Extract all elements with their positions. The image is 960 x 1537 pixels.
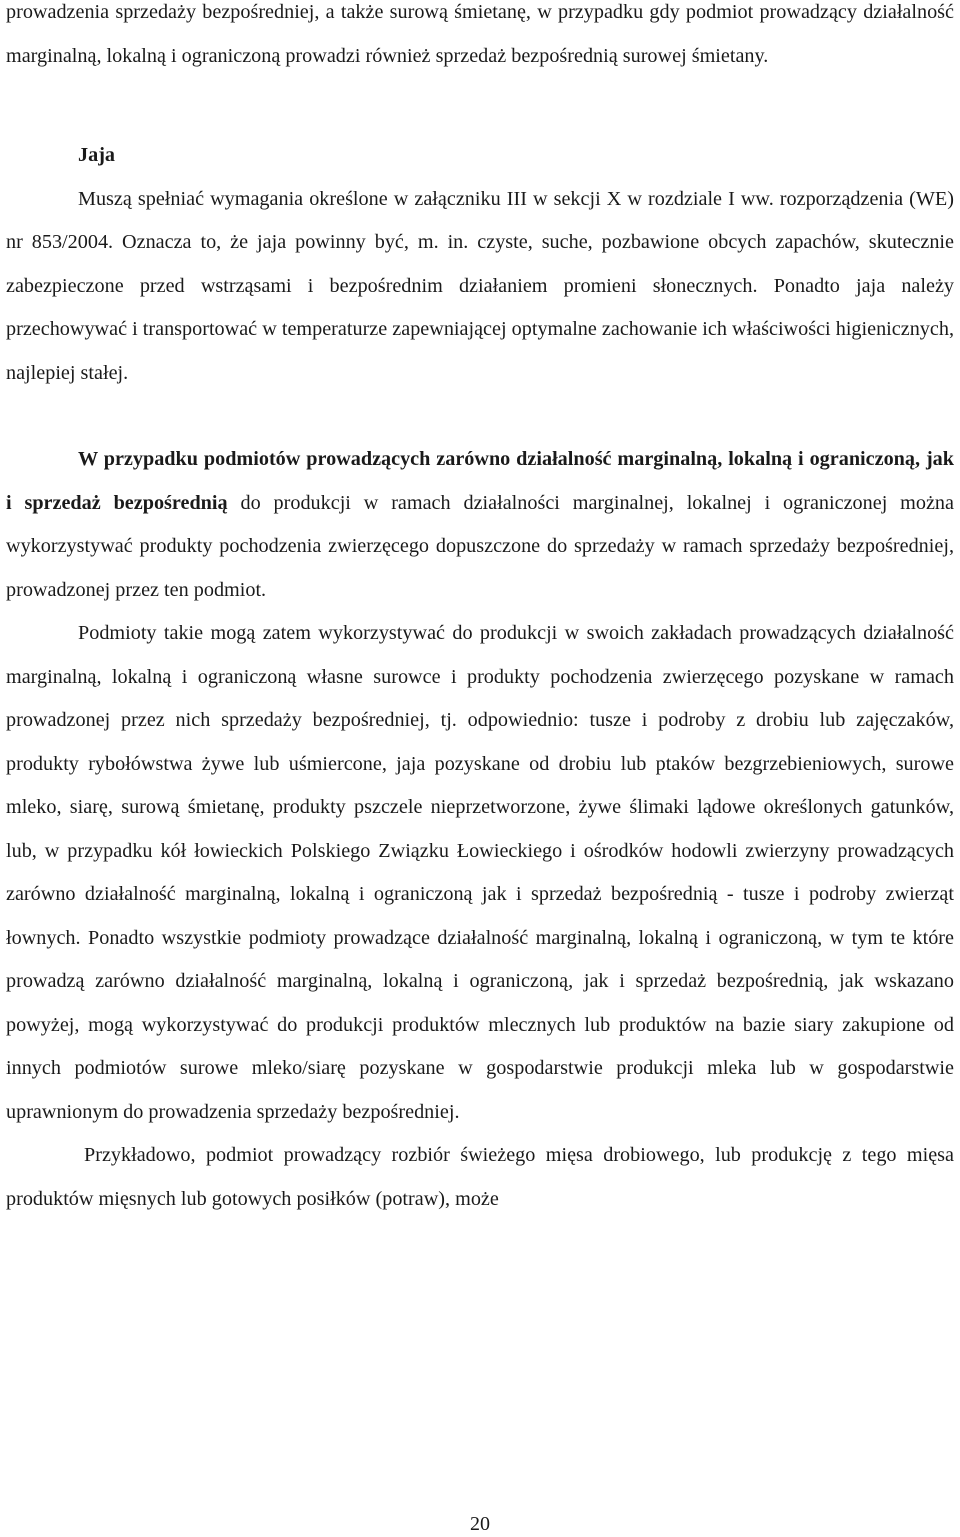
section-heading: Jaja — [78, 144, 116, 166]
bold-lead-paragraph — [6, 438, 954, 612]
intro-paragraph: prowadzenia sprzedaży bezpośredniej, a także surową śmietanę, w przypadku gdy podmiot prowadzący działalność marginalną, lokalną i ograniczoną prowadzi również sprzedaż bezpośrednią surowej śmietany. — [6, 1, 954, 67]
page-number: 20 — [470, 1513, 490, 1535]
podmioty-paragraph: Podmioty takie mogą zatem wykorzystywać do produkcji w swoich zakładach prowadzących działalność marginalną, lokalną i ograniczoną własne surowce i produkty pochodzenia zwierzęcego pozyskane w ramach prowadzonej przez nich sprzedaży bezpośredniej, tj. odpowiednio: tusze i podroby z drobiu lub zajęczaków, produkty rybołówstwa żywe lub uśmiercone, jaja pozyskane od drobiu lub ptaków bezgrzebieniowych, surowe mleko, siarę, surową śmietanę, produkty pszczele nieprzetworzone, żywe ślimaki lądowe określonych gatunków, lub, w przypadku kół łowieckich Polskiego Związku Łowieckiego i ośrodków hodowli zwierzyny prowadzących zarówno działalność marginalną, lokalną i ograniczoną jak i sprzedaż bezpośrednią - tusze i podroby zwierząt łownych. Ponadto wszystkie podmioty prowadzące działalność marginalną, lokalną i ograniczoną, w tym te które prowadzą zarówno działalność marginalną, lokalną i ograniczoną, jak i sprzedaż bezpośrednią, jak wskazano powyżej, mogą wykorzystywać do produkcji produktów mlecznych lub produktów na bazie siary zakupione od innych podmiotów surowe mleko/siarę pozyskane w gospodarstwie produkcji mleka lub w gospodarstwie uprawnionym do prowadzenia sprzedaży bezpośredniej. — [6, 622, 954, 1123]
bold-lead-rest-text: do produkcji w ramach działalności marginalnej, lokalnej i ograniczonej można wykorzystywać produkty pochodzenia zwierzęcego dopuszczone do sprzedaży w ramach sprzedaży bezpośredniej, prowadzonej przez ten podmiot. — [6, 491, 954, 601]
bold-lead-text: W przypadku podmiotów prowadzących zarówno działalność marginalną, lokalną i ograniczoną, jak i sprzedaż bezpośrednią — [6, 448, 954, 514]
eggs-paragraph: Muszą spełniać wymagania określone w załączniku III w sekcji X w rozdziale I ww. rozporządzenia (WE) nr 853/2004. Oznacza to, że jaja powinny być, m. in. czyste, suche, pozbawione obcych zapachów, skutecznie zabezpieczone przed wstrząsami i bezpośrednim działaniem promieni słonecznych. Ponadto jaja należy przechowywać i transportować w temperaturze zapewniającej optymalne zachowanie ich właściwości higienicznych, najlepiej stałej. — [6, 187, 954, 384]
document-page — [6, 0, 954, 1221]
przykladowo-paragraph: Przykładowo, podmiot prowadzący rozbiór świeżego mięsa drobiowego, lub produkcję z tego mięsa produktów mięsnych lub gotowych posiłków (potraw), może — [6, 1144, 954, 1210]
